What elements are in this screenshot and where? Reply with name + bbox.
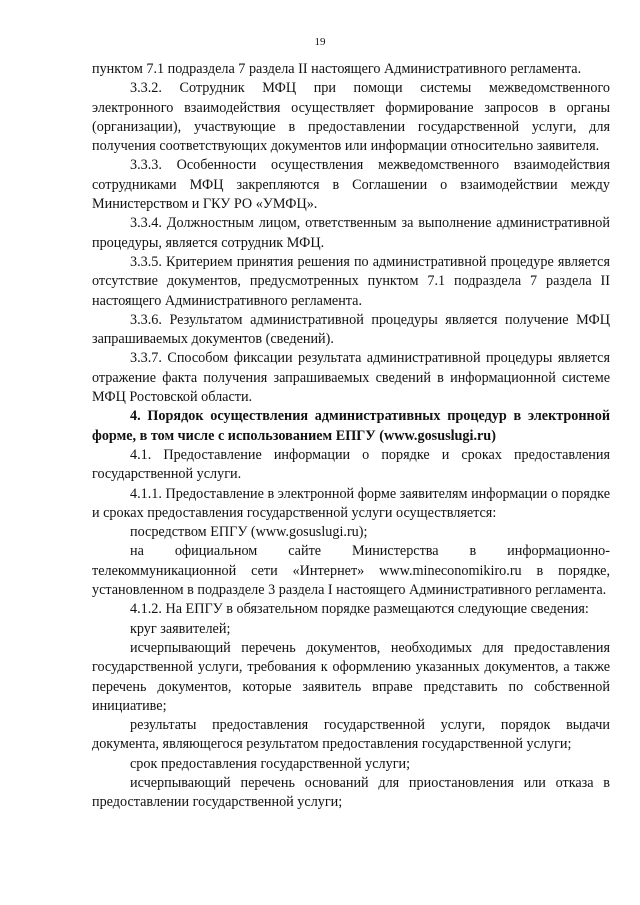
paragraph: посредством ЕПГУ (www.gosuslugi.ru);: [130, 524, 368, 541]
paragraph: 4.1.2. На ЕПГУ в обязательном порядке размещаются следующие сведения:: [130, 601, 589, 618]
paragraph: пунктом 7.1 подраздела 7 раздела II настоящего Административного регламента.: [92, 61, 582, 77]
paragraph: круг заявителей;: [130, 620, 231, 637]
paragraph: на официальном сайте Министерства в информационно-телекоммуникационной сети «Интернет» www.mineconomikiro.ru в порядке, установленном в подразделе 3 раздела I настоящего Административного регламента.: [92, 543, 610, 599]
paragraph: результаты предоставления государственной услуги, порядок выдачи документа, являющегося результатом предоставления государственной услуги;: [92, 717, 610, 753]
paragraph: 3.3.4. Должностным лицом, ответственным за выполнение административной процедуры, является сотрудник МФЦ.: [92, 215, 610, 251]
page-number: 19: [314, 36, 326, 48]
paragraph: исчерпывающий перечень документов, необходимых для предоставления государственной услуги, требования к оформлению указанных документов, а также перечень документов, которые заявитель вправе представить по собственной инициативе;: [92, 639, 610, 714]
paragraph: 3.3.6. Результатом административной процедуры является получение МФЦ запрашиваемых документов (сведений).: [92, 311, 610, 348]
document-body: [92, 60, 610, 813]
paragraph: 3.3.5. Критерием принятия решения по административной процедуре является отсутствие документов, предусмотренных пунктом 7.1 подраздела 7 раздела II настоящего Административного регламента.: [92, 253, 610, 309]
paragraph: 3.3.3. Особенности осуществления межведомственного взаимодействия сотрудниками МФЦ закрепляются в Соглашении о взаимодействии между Министерством и ГКУ РО «УМФЦ».: [92, 157, 610, 213]
section-heading: 4. Порядок осуществления административных процедур в электронной форме, в том числе с использованием ЕПГУ (www.gosuslugi.ru): [92, 408, 610, 444]
paragraph: 4.1. Предоставление информации о порядке и сроках предоставления государственной услуги.: [92, 446, 610, 483]
paragraph: 4.1.1. Предоставление в электронной форме заявителям информации о порядке и сроках предоставления государственной услуги осуществляется:: [92, 485, 610, 521]
paragraph: 3.3.2. Сотрудник МФЦ при помощи системы межведомственного электронного взаимодействия осуществляет формирование запросов в органы (организации), участвующие в предоставлении государственной услуги, для получения соответствующих документов или информации относительно заявителя.: [92, 80, 610, 155]
paragraph: срок предоставления государственной услуги;: [130, 755, 411, 772]
paragraph: исчерпывающий перечень оснований для приостановления или отказа в предоставлении государственной услуги;: [92, 774, 610, 811]
paragraph: 3.3.7. Способом фиксации результата административной процедуры является отражение факта получения запрашиваемых сведений в информационной системе МФЦ Ростовской области.: [92, 350, 610, 406]
